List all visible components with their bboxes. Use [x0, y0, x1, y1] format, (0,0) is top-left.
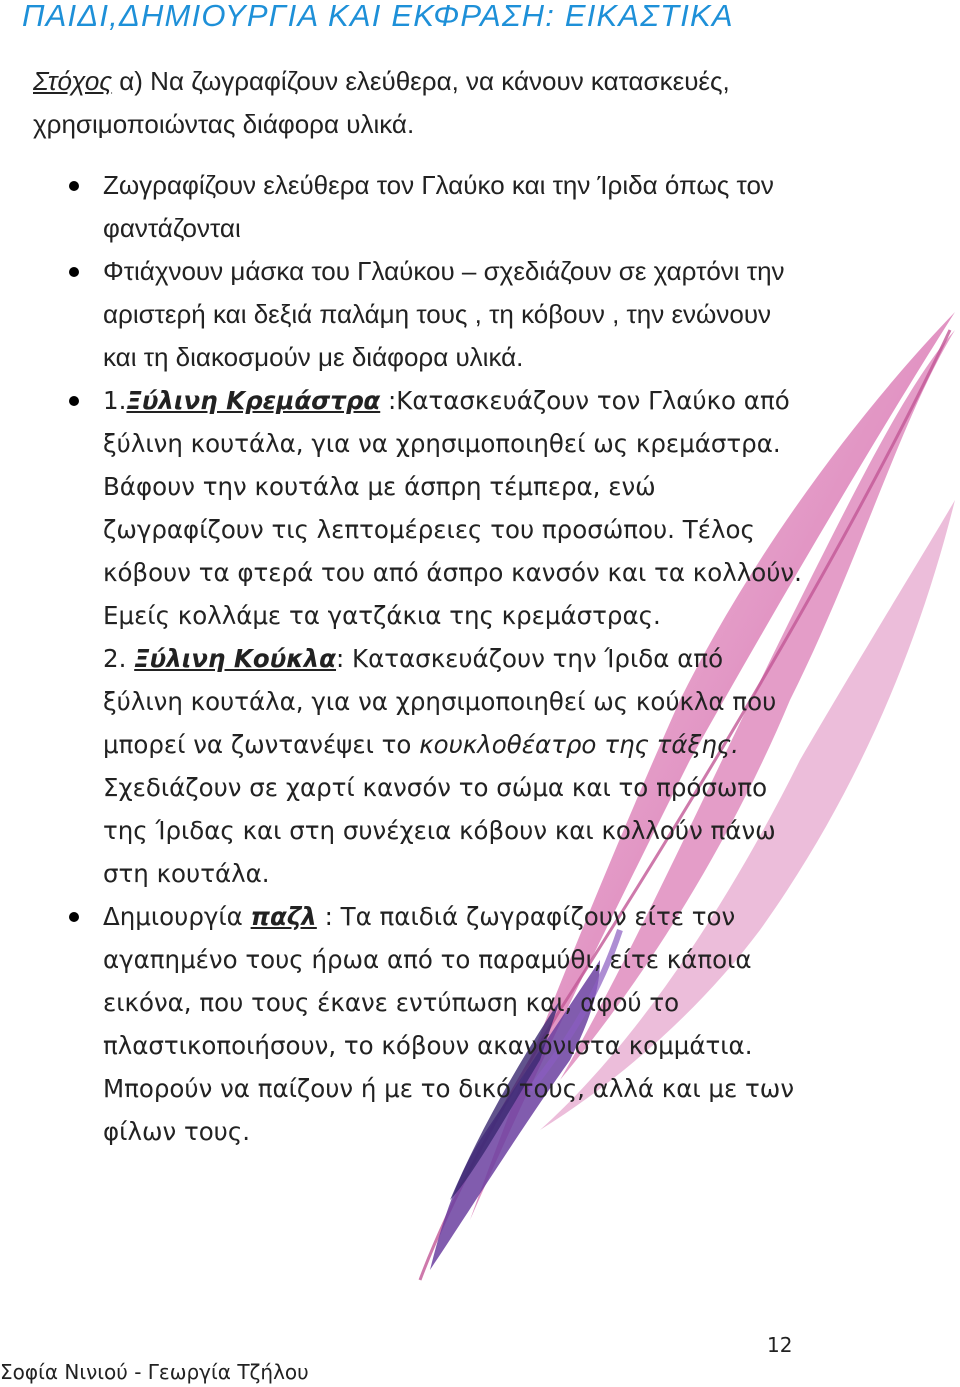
craft-1-text: :Κατασκευάζουν τον Γλαύκο από ξύλινη κουτάλα, για να χρησιμοποιηθεί ως κρεμάστρα. Βάφουν την κουτάλα με άσπρη τέμπερα, ενώ ζωγραφίζουν τις λεπτομέρειες του προσώπου. Τέλος κόβουν τα φτερά του από άσπρο κανσόν και τα κολλούν. Εμείς κολλάμε τα γατζάκια της κρεμάστρας. — [103, 386, 802, 630]
list-item: Φτιάχνουν μάσκα του Γλαύκου – σχεδιάζουν σε χαρτόνι την αριστερή και δεξιά παλάμη τους , τη κόβουν , την ενώνουν και τη διακοσμούν με διάφορα υλικά. — [103, 250, 808, 379]
page-number: 12 — [767, 1333, 793, 1357]
craft-2-text-b: Σχεδιάζουν σε χαρτί κανσόν το σώμα και το πρόσωπο της Ίριδας και στη συνέχεια κόβουν και κολλούν πάνω στη κουτάλα. — [103, 773, 776, 888]
list-item — [103, 379, 808, 895]
puzzle-prefix: Δημιουργία — [103, 902, 251, 931]
craft-2-italic: κουκλοθέατρο της τάξης. — [419, 730, 739, 759]
puzzle-title: παζλ — [250, 902, 317, 931]
goal-paragraph — [33, 60, 733, 146]
craft-2-text: : Κατασκευάζουν την Ίριδα από ξύλινη κουτάλα, για να χρησιμοποιηθεί ως κούκλα που μπορεί να ζωντανέψει το — [103, 644, 777, 759]
craft-2-title: Ξύλινη Κούκλα — [134, 644, 337, 673]
activity-list — [103, 164, 808, 1153]
footer-authors: Σοφία Νινιού - Γεωργία Τζήλου — [0, 1360, 309, 1384]
goal-label: Στόχος — [33, 66, 113, 96]
goal-text: α) Να ζωγραφίζουν ελεύθερα, να κάνουν κατασκευές, χρησιμοποιώντας διάφορα υλικά. — [33, 66, 730, 139]
craft-2-prefix: 2. — [103, 644, 135, 673]
puzzle-text: : Τα παιδιά ζωγραφίζουν είτε τον αγαπημένο τους ήρωα από το παραμύθι, είτε κάποια εικόνα, που τους έκανε εντύπωση και, αφού το πλαστικοποιήσουν, το κόβουν ακανόνιστα κομμάτια. Μπορούν να παίζουν ή με το δικό τους, αλλά και με των φίλων τους. — [103, 902, 795, 1146]
page-title: ΠΑΙΔΙ,ΔΗΜΙΟΥΡΓΙΑ ΚΑΙ ΕΚΦΡΑΣΗ: ΕΙΚΑΣΤΙΚΑ — [22, 0, 734, 33]
craft-1-prefix: 1. — [103, 386, 127, 415]
list-item: Ζωγραφίζουν ελεύθερα τον Γλαύκο και την Ίριδα όπως τον φαντάζονται — [103, 164, 808, 250]
craft-1-title: Ξύλινη Κρεμάστρα — [126, 386, 381, 415]
list-item — [103, 895, 808, 1153]
